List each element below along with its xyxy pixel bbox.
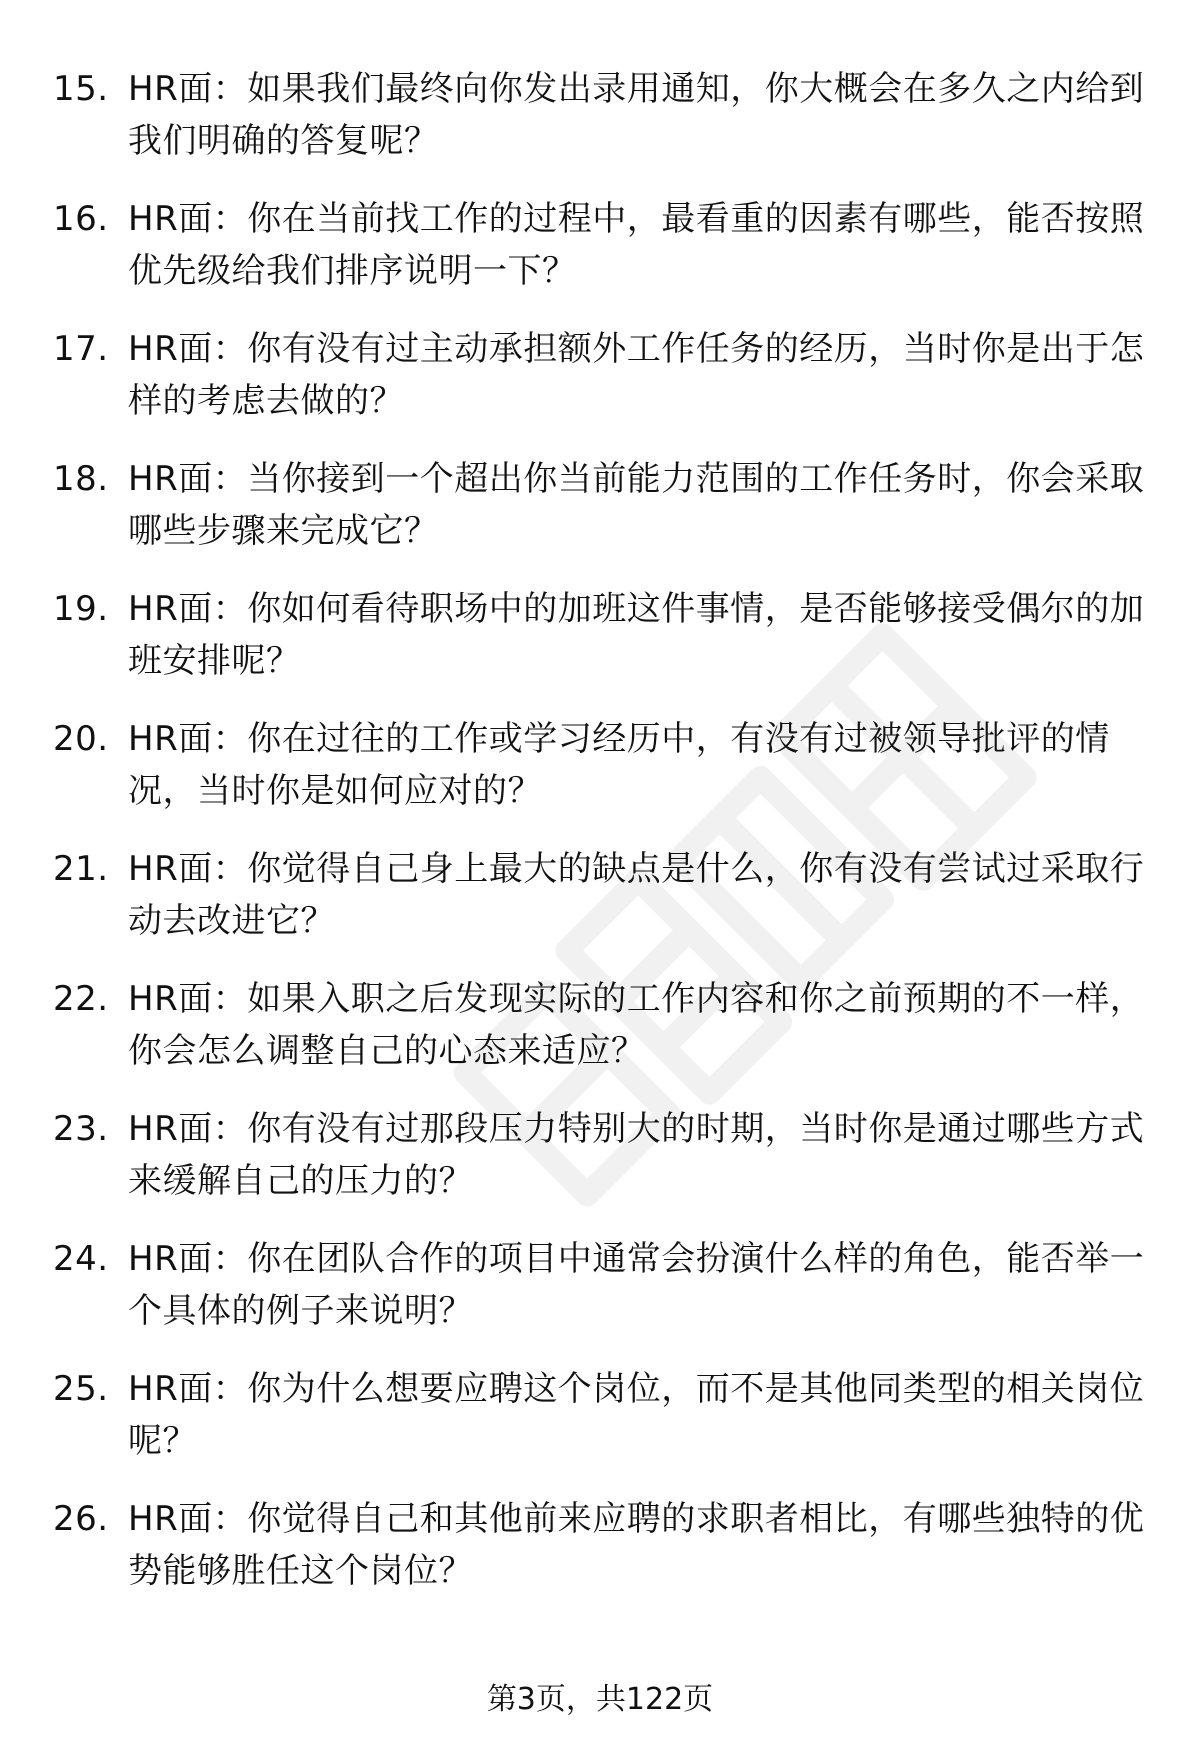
question-text: HR面：你有没有过主动承担额外工作任务的经历，当时你是出于怎样的考虑去做的？ — [128, 329, 1145, 421]
question-number: 25. — [53, 1369, 109, 1409]
question-number: 24. — [53, 1239, 109, 1279]
question-text: HR面：当你接到一个超出你当前能力范围的工作任务时，你会采取哪些步骤来完成它？ — [128, 459, 1145, 551]
question-text: HR面：你觉得自己和其他前来应聘的求职者相比，有哪些独特的优势能够胜任这个岗位？ — [128, 1499, 1145, 1591]
question-item — [0, 713, 1200, 843]
question-number: 22. — [53, 979, 109, 1019]
question-text: HR面：你有没有过那段压力特别大的时期，当时你是通过哪些方式来缓解自己的压力的？ — [128, 1109, 1145, 1201]
question-item — [0, 843, 1200, 973]
question-item — [0, 583, 1200, 713]
question-text: HR面：你在过往的工作或学习经历中，有没有过被领导批评的情况，当时你是如何应对的？ — [128, 719, 1110, 811]
question-item — [0, 1233, 1200, 1363]
question-number: 26. — [53, 1499, 109, 1539]
question-item — [0, 973, 1200, 1103]
question-item — [0, 453, 1200, 583]
question-text: HR面：你在团队合作的项目中通常会扮演什么样的角色，能否举一个具体的例子来说明？ — [128, 1239, 1145, 1331]
question-item — [0, 1363, 1200, 1493]
question-text: HR面：如果我们最终向你发出录用通知，你大概会在多久之内给到我们明确的答复呢？ — [128, 69, 1145, 161]
question-text: HR面：你在当前找工作的过程中，最看重的因素有哪些，能否按照优先级给我们排序说明一下？ — [128, 199, 1145, 291]
question-number: 17. — [53, 329, 109, 369]
question-text: HR面：你如何看待职场中的加班这件事情，是否能够接受偶尔的加班安排呢？ — [128, 589, 1145, 681]
question-item — [0, 1493, 1200, 1623]
question-item — [0, 323, 1200, 453]
question-number: 20. — [53, 719, 109, 759]
question-text: HR面：如果入职之后发现实际的工作内容和你之前预期的不一样，你会怎么调整自己的心态来适应？ — [128, 979, 1145, 1071]
question-number: 16. — [53, 199, 109, 239]
question-number: 19. — [53, 589, 109, 629]
question-item — [0, 63, 1200, 193]
question-text: HR面：你觉得自己身上最大的缺点是什么，你有没有尝试过采取行动去改进它？ — [128, 849, 1145, 941]
page-footer — [0, 1680, 1200, 1720]
question-list — [0, 63, 1200, 1623]
page-number-label: 第3页，共122页 — [486, 1682, 714, 1717]
question-number: 23. — [53, 1109, 109, 1149]
question-number: 15. — [53, 69, 109, 109]
question-item — [0, 193, 1200, 323]
question-item — [0, 1103, 1200, 1233]
question-number: 18. — [53, 459, 109, 499]
question-number: 21. — [53, 849, 109, 889]
question-text: HR面：你为什么想要应聘这个岗位，而不是其他同类型的相关岗位呢？ — [128, 1369, 1145, 1461]
